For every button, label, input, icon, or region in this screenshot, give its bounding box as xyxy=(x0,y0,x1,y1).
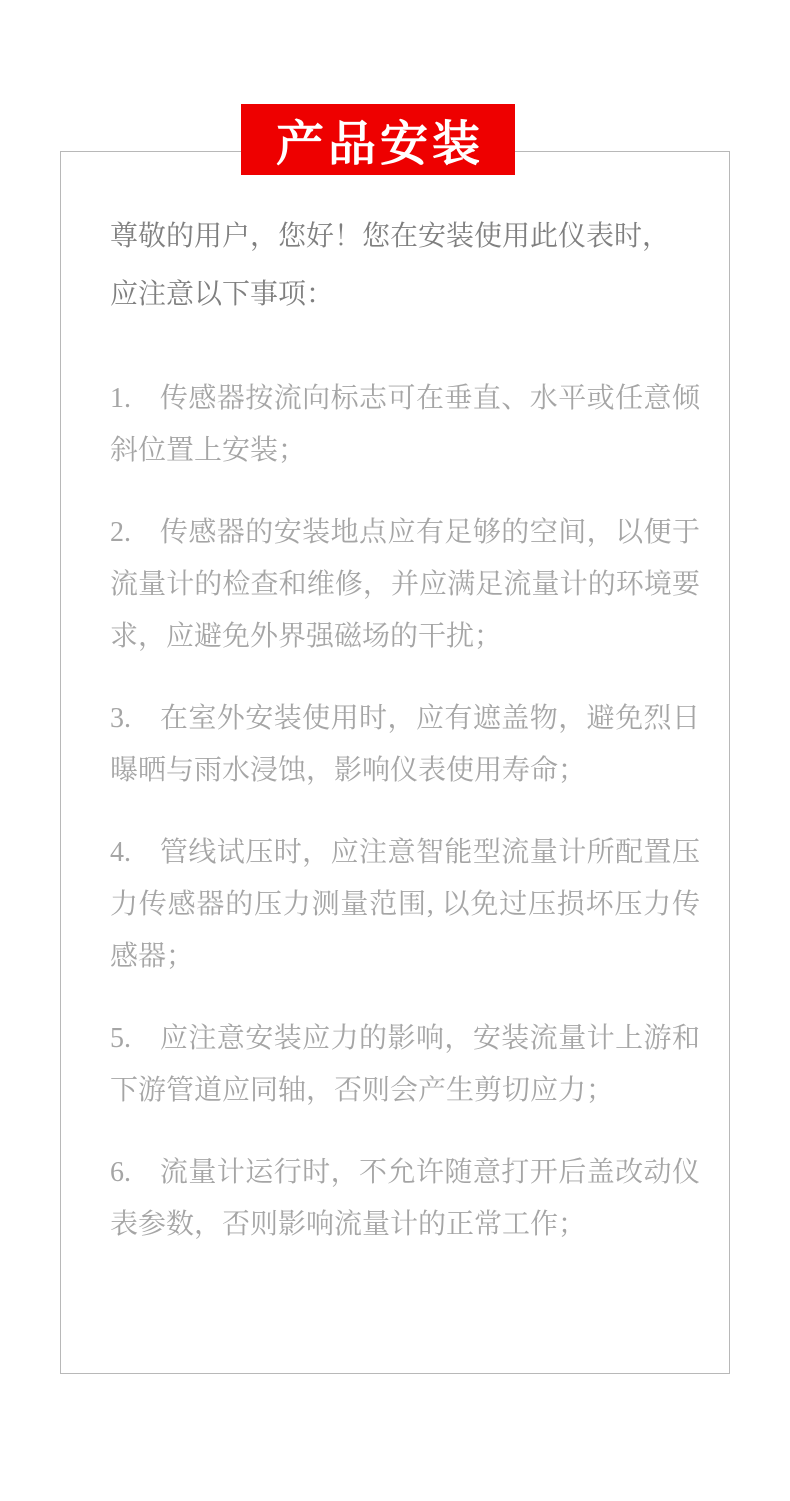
section-title: 产品安装 xyxy=(275,118,484,171)
install-note-item-5: 5. 应注意安装应力的影响，安装流量计上游和下游管道应同轴，否则会产生剪切应力； xyxy=(110,1023,700,1106)
install-note-item-3: 3. 在室外安装使用时，应有遮盖物，避免烈日曝晒与雨水浸蚀，影响仪表使用寿命； xyxy=(110,703,700,786)
install-note-item-4: 4. 管线试压时，应注意智能型流量计所配置压力传感器的压力测量范围, 以免过压损坏压力传感器； xyxy=(110,837,700,972)
install-note-item-1: 1. 传感器按流向标志可在垂直、水平或任意倾斜位置上安装； xyxy=(110,383,700,466)
section-title-banner xyxy=(241,104,515,175)
install-note-item-6: 6. 流量计运行时，不允许随意打开后盖改动仪表参数，否则影响流量计的正常工作； xyxy=(110,1157,700,1240)
intro-paragraph: 尊敬的用户，您好！您在安装使用此仪表时，应注意以下事项： xyxy=(110,220,671,309)
install-note-item-2: 2. 传感器的安装地点应有足够的空间，以便于流量计的检查和维修，并应满足流量计的环境要求，应避免外界强磁场的干扰； xyxy=(110,517,700,652)
install-notice-card xyxy=(60,151,730,1374)
notice-card-content xyxy=(61,152,729,1251)
